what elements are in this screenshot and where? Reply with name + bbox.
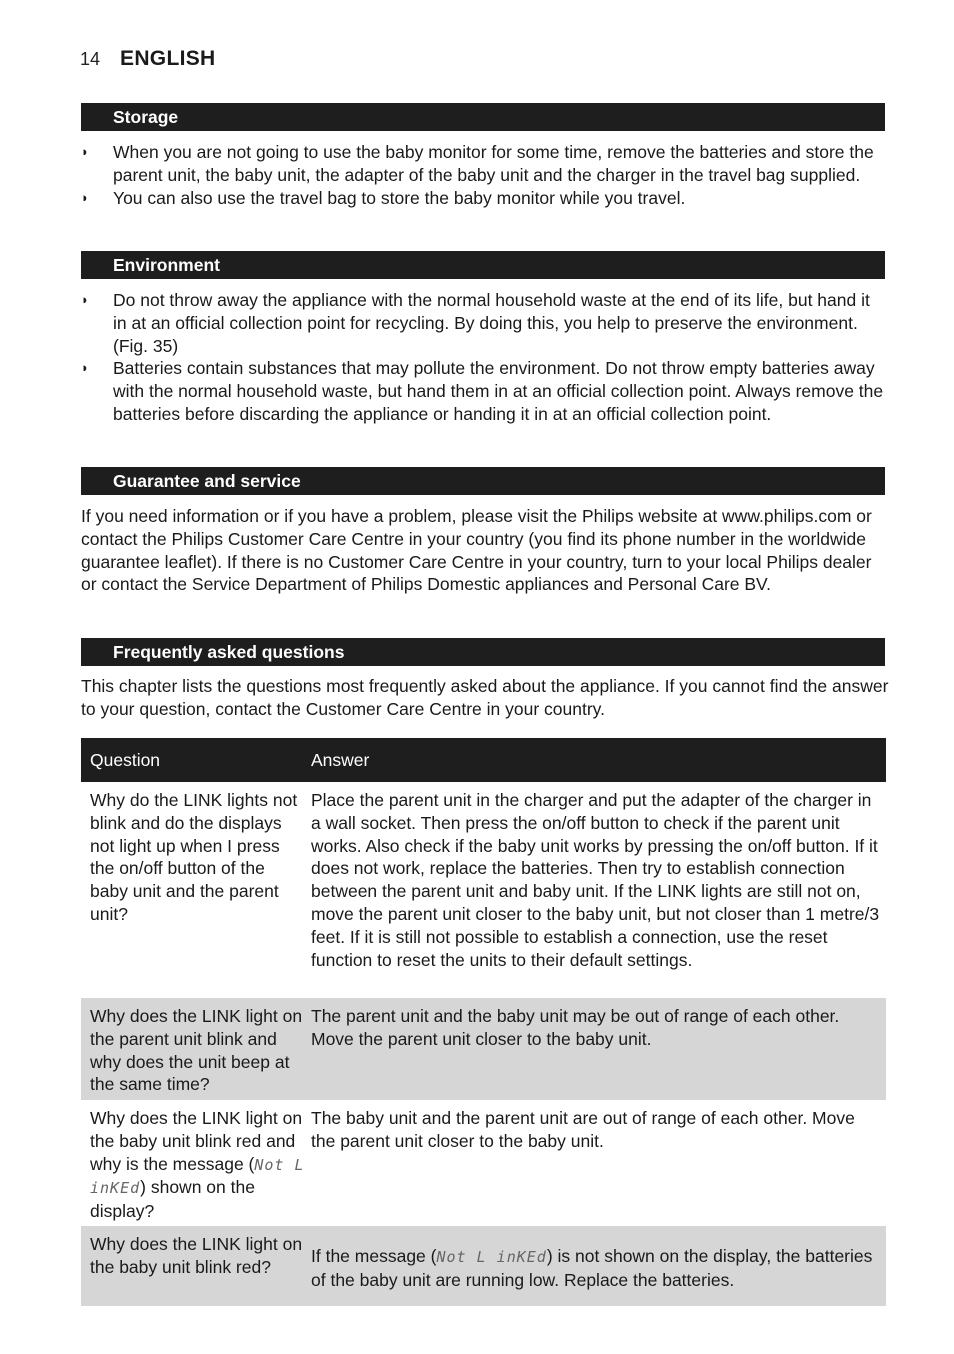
question-cell: Why does the LINK light on the baby unit blink red and why is the message (Not L inKEd) shown on the display?: [90, 1108, 305, 1222]
section-heading-storage: Storage: [81, 103, 885, 131]
bullet-icon: ◗: [81, 189, 89, 205]
bullet-icon: ◗: [81, 360, 89, 376]
lcd-message: Not L inKEd: [436, 1248, 547, 1266]
column-header-question: Question: [90, 749, 161, 770]
faq-table: [81, 738, 886, 1306]
page-number: 14: [80, 49, 101, 69]
bullet-icon: ◗: [81, 144, 89, 159]
table-header: [81, 738, 886, 782]
question-cell: Why does the LINK light on the parent unit blink and why does the unit beep at the same time?: [90, 1006, 303, 1095]
table-row: [81, 1226, 886, 1306]
section-heading-environment: Environment: [81, 251, 885, 279]
guarantee-paragraph: If you need information or if you have a problem, please visit the Philips website at www.philips.com or contact the Philips Customer Care Centre in your country (you find its phone number in the worldwide guarantee leaflet). If there is no Customer Care Centre in your country, turn to your local Philips dealer or contact the Service Department of Philips Domestic appliances and Personal Care BV.: [81, 506, 872, 595]
section-heading-faq: Frequently asked questions: [81, 638, 885, 666]
table-row: [81, 782, 886, 998]
environment-bullet-list: [81, 289, 885, 426]
question-cell: Why does the LINK light on the baby unit blink red?: [90, 1234, 303, 1277]
answer-cell: The baby unit and the parent unit are out of range of each other. Move the parent unit closer to the baby unit.: [311, 1108, 855, 1151]
section-heading-guarantee: Guarantee and service: [81, 467, 885, 495]
answer-cell: Place the parent unit in the charger and put the adapter of the charger in a wall socket. Then press the on/off button to check if the parent unit works. Also check if the baby unit works by pressing the on/off button. If it does not work, replace the batteries. Then try to establish connection between the parent unit and baby unit. If the LINK lights are still not on, move the parent unit closer to the baby unit, but not closer than 1 metre/3 feet. If it is still not possible to establish a connection, use the reset function to reset the units to their default settings.: [311, 790, 880, 970]
table-row: [81, 1100, 886, 1226]
language-label: ENGLISH: [120, 47, 216, 70]
storage-bullet-list: [81, 141, 885, 209]
question-cell: Why do the LINK lights not blink and do the displays not light up when I press the on/off button of the baby unit and the parent unit?: [90, 790, 298, 924]
bullet-icon: ◗: [81, 292, 89, 307]
answer-cell: The parent unit and the baby unit may be out of range of each other. Move the parent unit closer to the baby unit.: [311, 1006, 840, 1049]
answer-cell: If the message (Not L inKEd) is not shown on the display, the batteries of the baby unit are running low. Replace the batteries.: [311, 1246, 873, 1290]
page-header: [80, 47, 215, 71]
list-item: ◗ When you are not going to use the baby monitor for some time, remove the batteries and store the parent unit, the baby unit, the adapter of the baby unit and the charger in the travel bag supplied.: [81, 142, 874, 185]
column-header-answer: Answer: [311, 749, 370, 770]
list-item: ◗ Batteries contain substances that may pollute the environment. Do not throw empty batteries away with the normal household waste, but hand them in at an official collection point. Always remove the batteries before discarding the appliance or handing it in at an official collection point.: [81, 358, 884, 424]
table-row: [81, 998, 886, 1100]
list-item: ◗ You can also use the travel bag to store the baby monitor while you travel.: [81, 187, 686, 208]
lcd-message: Not L inKEd: [90, 1155, 305, 1198]
philips-website-link[interactable]: www.philips.com: [722, 506, 852, 526]
faq-intro: This chapter lists the questions most frequently asked about the appliance. If you cannot find the answer to your question, contact the Customer Care Centre in your country.: [81, 676, 889, 719]
list-item: ◗ Do not throw away the appliance with the normal household waste at the end of its life, but hand it in at an official collection point for recycling. By doing this, you help to preserve the environment. (Fig. 35): [81, 290, 870, 356]
